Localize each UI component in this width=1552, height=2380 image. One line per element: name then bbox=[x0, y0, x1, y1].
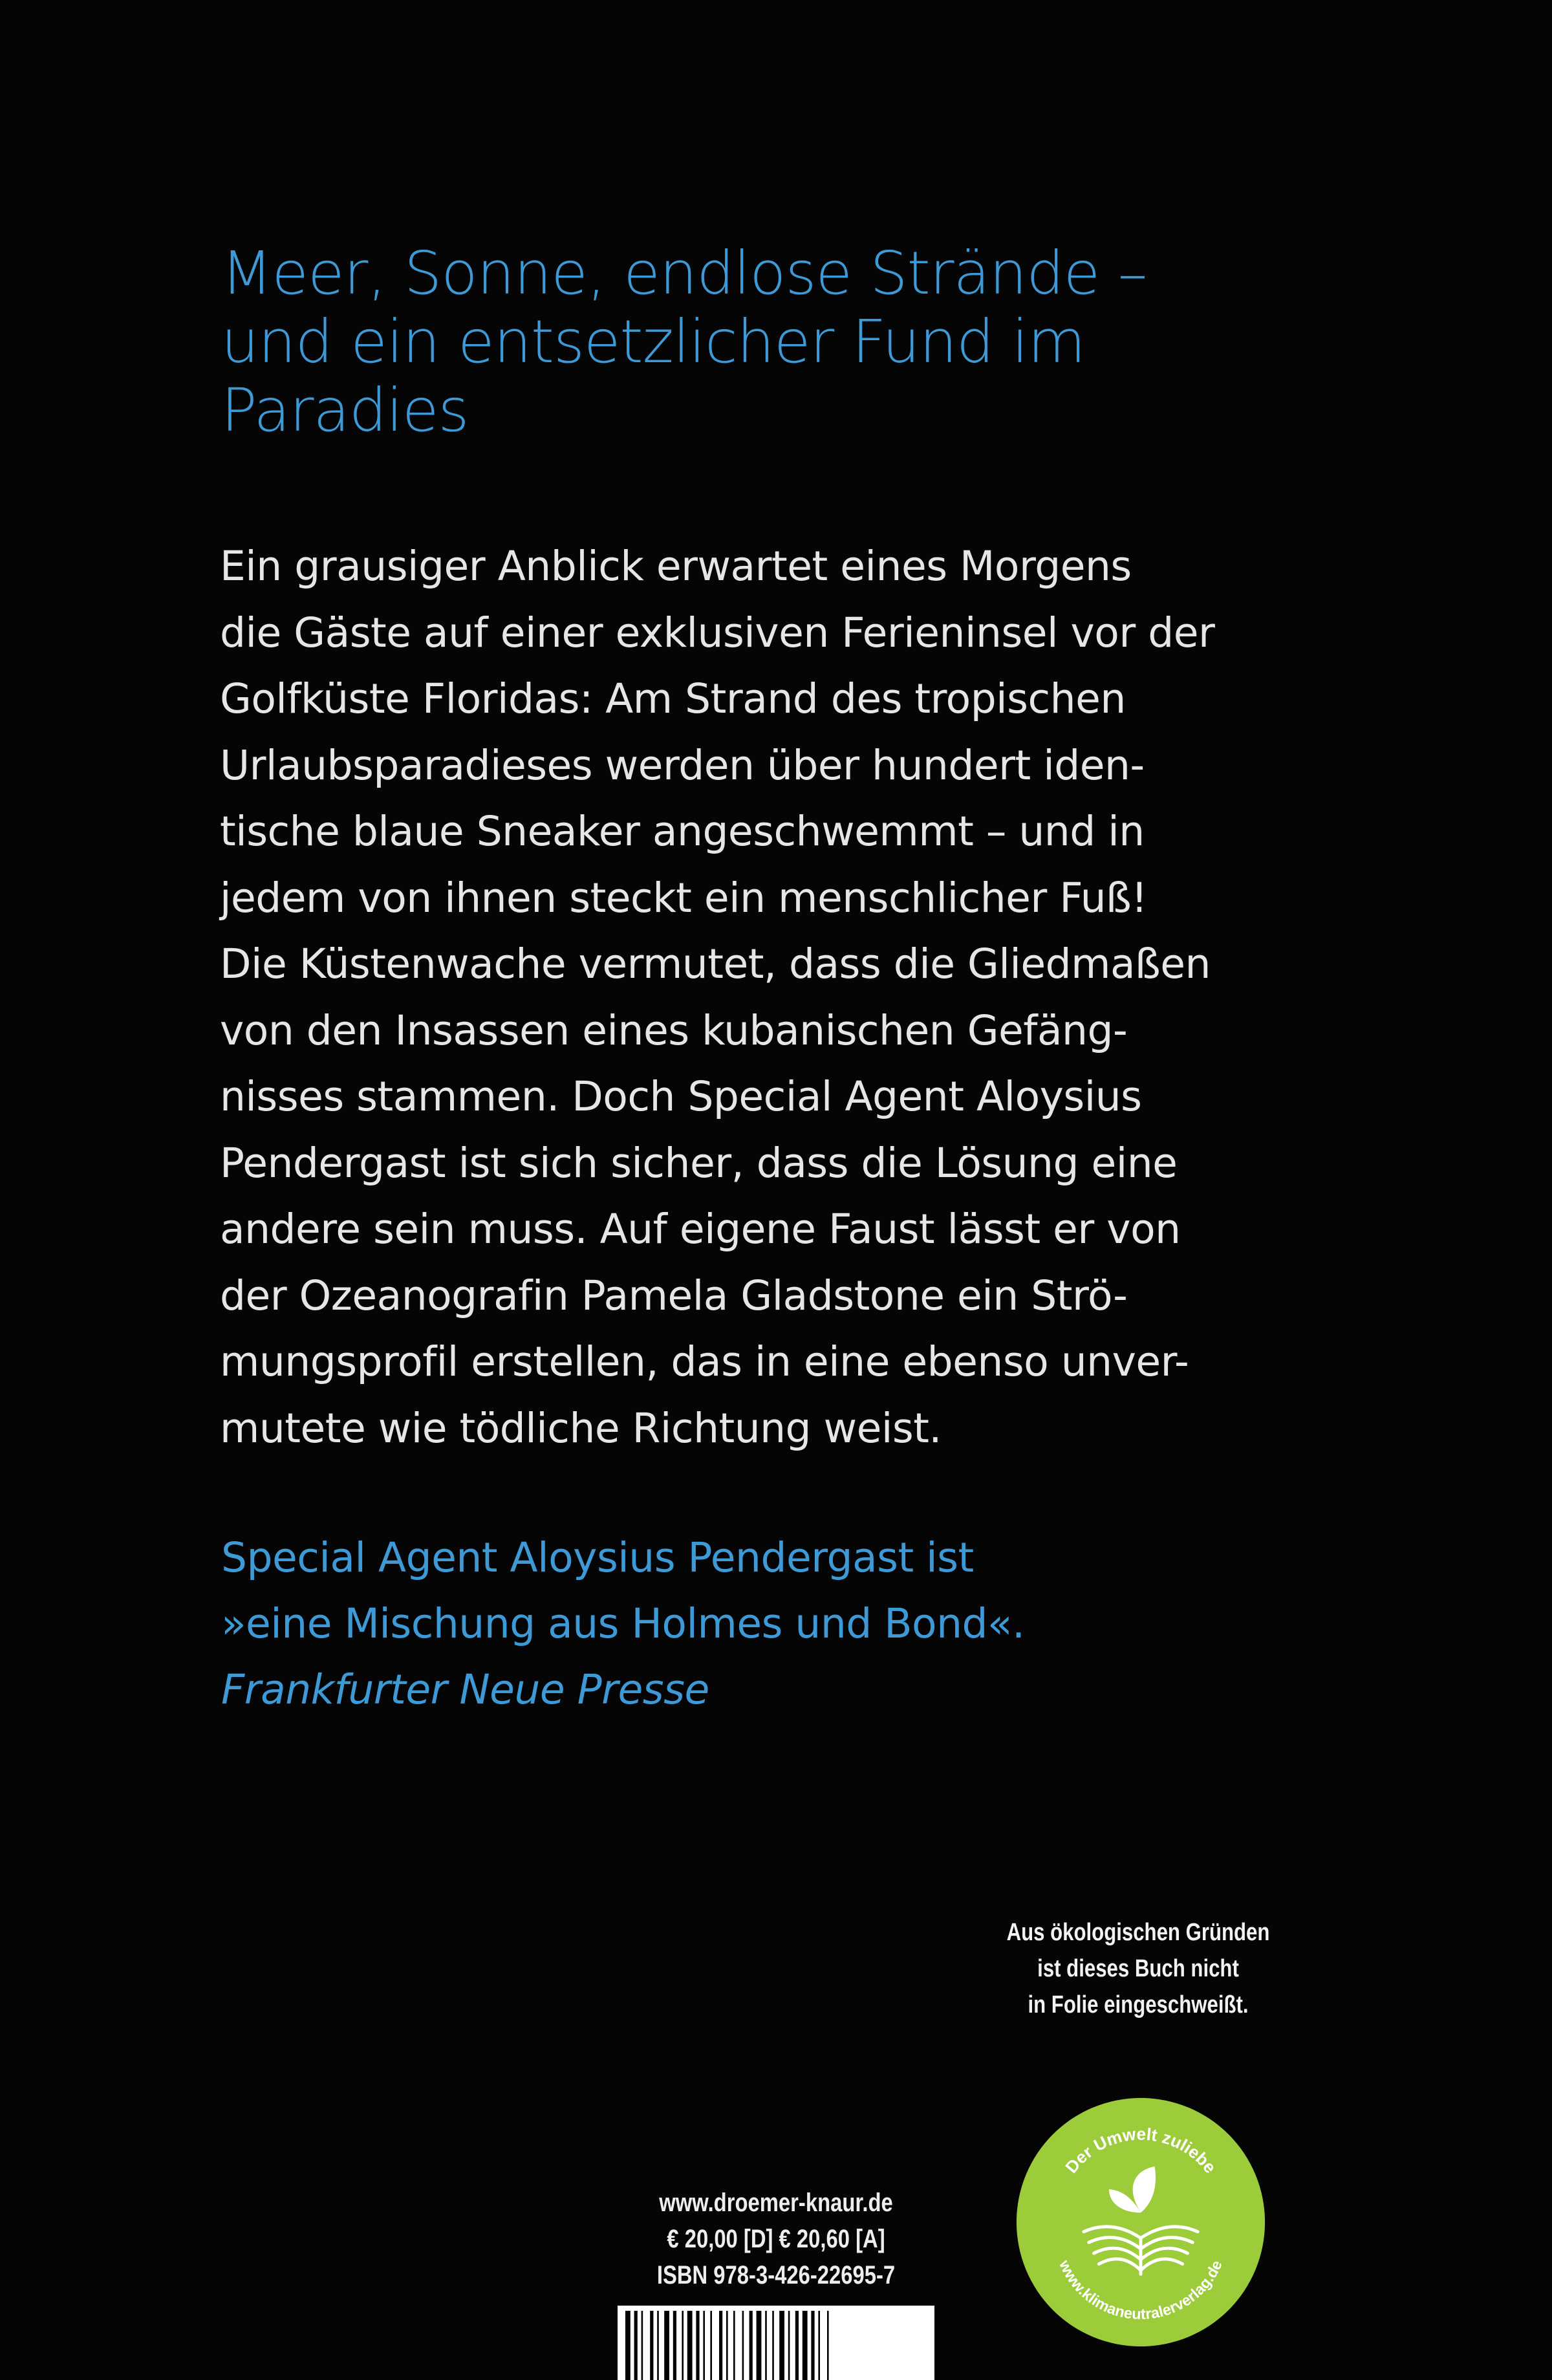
barcode-bar bbox=[696, 2311, 699, 2380]
barcode-bar bbox=[650, 2311, 653, 2380]
headline bbox=[221, 239, 1372, 445]
barcode-bar bbox=[765, 2311, 767, 2380]
blurb-line: Pendergast ist sich sicher, dass die Lösung eine bbox=[220, 1139, 1178, 1187]
barcode-bar bbox=[788, 2311, 790, 2380]
quote-line: Special Agent Aloysius Pendergast ist bbox=[221, 1534, 974, 1581]
eco-note-line: ist dieses Buch nicht bbox=[1037, 1955, 1239, 1982]
barcode-bar bbox=[641, 2311, 643, 2380]
price: € 20,00 [D] € 20,60 [A] bbox=[667, 2225, 885, 2253]
headline-line: und ein entsetzlicher Fund im bbox=[221, 307, 1085, 376]
barcode-bar bbox=[818, 2311, 820, 2380]
barcode-bar bbox=[710, 2311, 712, 2380]
blurb-line: jedem von ihnen steckt ein menschlicher Fuß! bbox=[220, 874, 1147, 922]
barcode-bar bbox=[664, 2311, 669, 2380]
barcode-bar bbox=[795, 2311, 799, 2380]
barcode-bar bbox=[634, 2311, 638, 2380]
blurb-line: Ein grausiger Anblick erwartet eines Morgens bbox=[220, 543, 1132, 590]
blurb-line: die Gäste auf einer exklusiven Ferieninsel vor der bbox=[220, 609, 1215, 656]
publisher-website: www.droemer-knaur.de bbox=[659, 2189, 893, 2217]
barcode-bar bbox=[625, 2311, 630, 2380]
blurb-line: Die Küstenwache vermutet, dass die Gliedmaßen bbox=[220, 940, 1211, 988]
blurb-line: Urlaubsparadieses werden über hundert iden- bbox=[220, 741, 1145, 789]
blurb-line: mutete wie tödliche Richtung weist. bbox=[220, 1404, 942, 1452]
quote-source: Frankfurter Neue Presse bbox=[221, 1666, 709, 1713]
barcode-bar bbox=[719, 2311, 722, 2380]
barcode-bar bbox=[749, 2311, 753, 2380]
headline-line: Meer, Sonne, endlose Strände – bbox=[221, 239, 1147, 308]
blurb-line: tische blaue Sneaker angeschwemmt – und in bbox=[220, 808, 1145, 855]
blurb-line: der Ozeanografin Pamela Gladstone ein Strö- bbox=[220, 1271, 1128, 1319]
headline-line: Paradies bbox=[221, 376, 469, 445]
badge-top-text: Der Umwelt zuliebe bbox=[1061, 2124, 1220, 2177]
barcode bbox=[618, 2306, 934, 2380]
book-info bbox=[649, 2185, 903, 2293]
blurb-line: mungsprofil erstellen, das in eine ebenso unver- bbox=[220, 1338, 1189, 1385]
barcode-bar bbox=[703, 2311, 705, 2380]
blurb-line: andere sein muss. Auf eigene Faust lässt er von bbox=[220, 1206, 1181, 1253]
barcode-bar bbox=[682, 2311, 684, 2380]
badge-bottom-text: www.klimaneutralerverlag.de bbox=[1056, 2257, 1225, 2323]
barcode-bar bbox=[779, 2311, 784, 2380]
blurb-line: Golfküste Floridas: Am Strand des tropischen bbox=[220, 675, 1126, 722]
barcode-bar bbox=[733, 2311, 735, 2380]
eco-note-line: in Folie eingeschweißt. bbox=[1028, 1991, 1249, 2018]
barcode-bar bbox=[803, 2311, 808, 2380]
press-quote bbox=[221, 1525, 1359, 1723]
eco-note bbox=[989, 1914, 1286, 2023]
blurb-text bbox=[220, 534, 1358, 1462]
barcode-bar bbox=[772, 2311, 774, 2380]
barcode-bar bbox=[811, 2311, 814, 2380]
barcode-bar bbox=[657, 2311, 659, 2380]
barcode-bar bbox=[687, 2311, 693, 2380]
barcode-bar bbox=[757, 2311, 762, 2380]
isbn: ISBN 978-3-426-22695-7 bbox=[656, 2261, 896, 2289]
climate-neutral-badge bbox=[1014, 2095, 1267, 2349]
blurb-line: nisses stammen. Doch Special Agent Aloysius bbox=[220, 1073, 1142, 1120]
blurb-line: von den Insassen eines kubanischen Gefäng- bbox=[220, 1006, 1128, 1054]
barcode-bar bbox=[673, 2311, 676, 2380]
eco-note-line: Aus ökologischen Gründen bbox=[1006, 1919, 1270, 1946]
barcode-bar bbox=[742, 2311, 744, 2380]
quote-line: »eine Mischung aus Holmes und Bond«. bbox=[221, 1600, 1025, 1647]
barcode-bar bbox=[827, 2311, 829, 2380]
barcode-bar bbox=[726, 2311, 728, 2380]
